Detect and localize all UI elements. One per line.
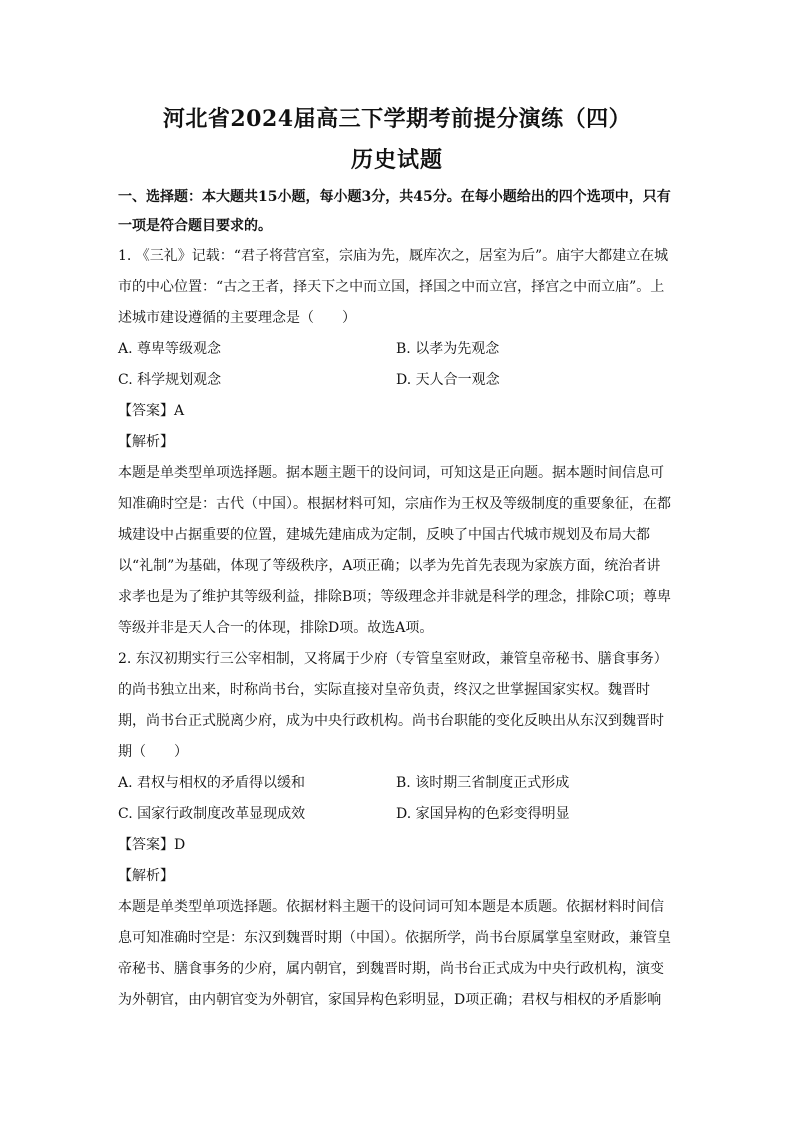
answer-line: 【答案】D [118, 837, 186, 853]
analysis-label: 【解析】 [118, 868, 174, 884]
option-b: B. 该时期三省制度正式形成 [396, 775, 570, 791]
document-body [118, 183, 674, 1016]
section-heading: 一、选择题：本大题共15小题，每小题3分，共45分。在每小题给出的四个选项中，只有一项是符合题目要求的。 [118, 189, 671, 234]
analysis-label: 【解析】 [118, 434, 174, 450]
options-list [118, 334, 674, 396]
option-b: B. 以孝为先观念 [396, 341, 500, 357]
answer-line: 【答案】A [118, 403, 185, 419]
option-c: C. 科学规划观念 [118, 372, 222, 388]
option-d: D. 家国异构的色彩变得明显 [396, 806, 570, 822]
option-a: A. 尊卑等级观念 [118, 341, 222, 357]
option-c: C. 国家行政制度改革显现成效 [118, 806, 306, 822]
analysis-text: 本题是单类型单项选择题。据本题主题干的设问词，可知这是正向题。据本题时间信息可知准确时空是：古代（中国）。根据材料可知，宗庙作为王权及等级制度的重要象征，在都城建设中占据重要的位置，建城先建庙成为定制，反映了中国古代城市规划及布局大都以“礼制”为基础，体现了等级秩序，A项正确；以孝为先首先表现为家族方面，统治者讲求孝也是为了维护其等级利益，排除B项；等级理念并非就是科学的理念，排除C项；尊卑等级并非是天人合一的体现，排除D项。故选A项。 [118, 465, 671, 636]
option-d: D. 天人合一观念 [396, 372, 500, 388]
question-stem: 1. 《三礼》记载：“君子将营宫室，宗庙为先，厩库次之，居室为后”。庙宇大都建立在城市的中心位置：“古之王者，择天下之中而立国，择国之中而立宫，择宫之中而立庙”。上述城市建设遵循的主要理念是（ ） [118, 248, 669, 326]
document-title: 河北省2024届高三下学期考前提分演练（四） [162, 106, 632, 132]
document-subtitle: 历史试题 [350, 147, 443, 173]
options-list [118, 768, 674, 830]
question-stem: 2. 东汉初期实行三公宰相制，又将属于少府（专管皇室财政，兼管皇帝秘书、膳食事务）的尚书独立出来，时称尚书台，实际直接对皇帝负责，终汉之世掌握国家实权。魏晋时期，尚书台正式脱离少府，成为中央行政机构。尚书台职能的变化反映出从东汉到魏晋时期（ ） [118, 651, 668, 760]
question-2 [118, 644, 674, 1016]
analysis-text: 本题是单类型单项选择题。依据材料主题干的设问词可知本题是本质题。依据材料时间信息可知准确时空是：东汉到魏晋时期（中国）。依据所学，尚书台原属掌皇室财政，兼管皇帝秘书、膳食事务的少府，属内朝官，到魏晋时期，尚书台正式成为中央行政机构，演变为外朝官，由内朝官变为外朝官，家国异构色彩明显，D项正确；君权与相权的矛盾影响 [118, 899, 671, 1008]
question-1 [118, 241, 674, 644]
option-a: A. 君权与相权的矛盾得以缓和 [118, 775, 306, 791]
